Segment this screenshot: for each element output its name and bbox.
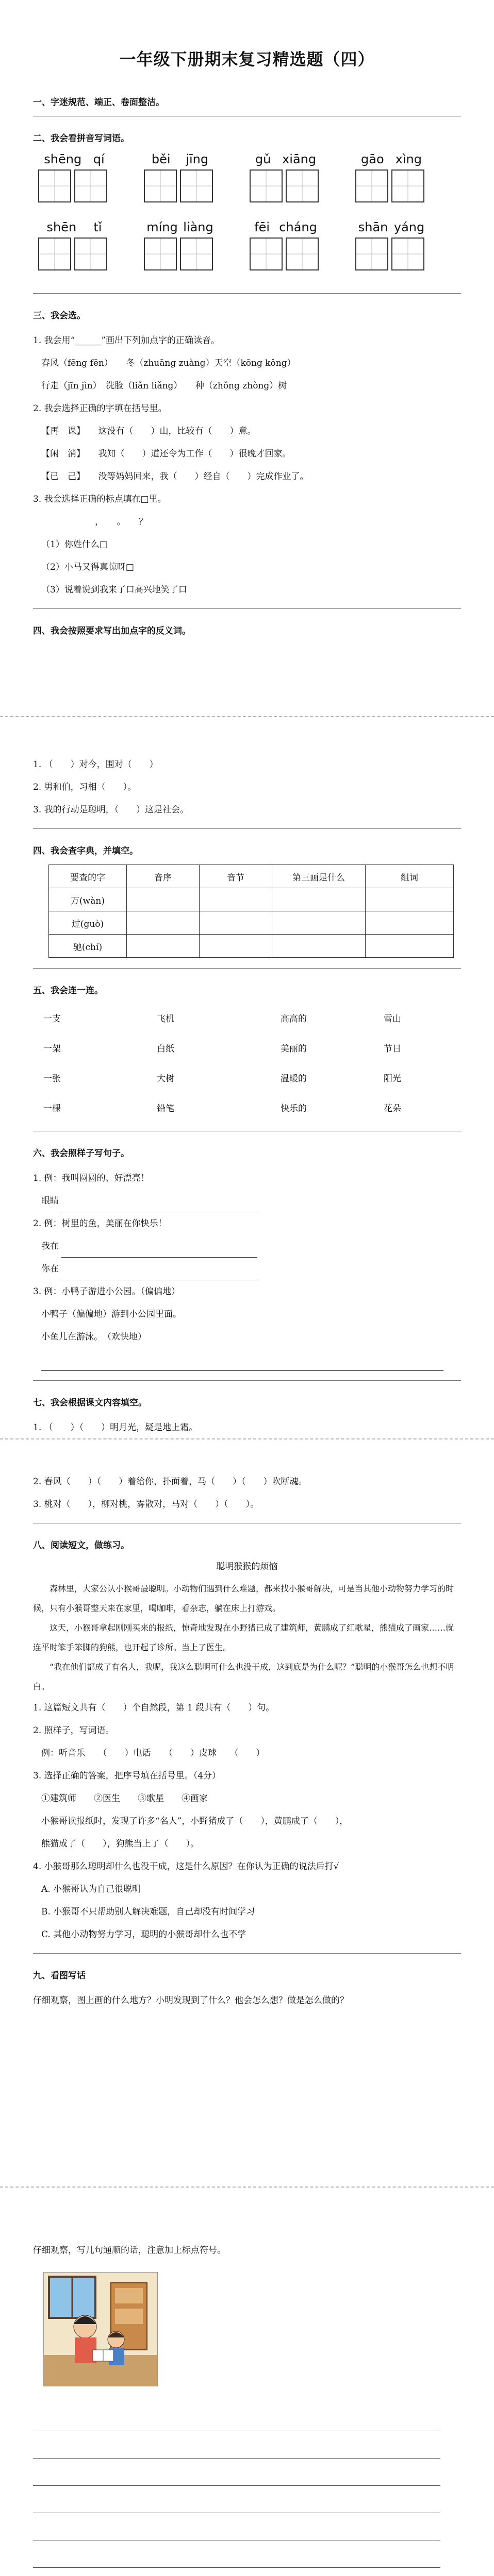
match-row: 一支 飞机 高高的 雪山 <box>43 1014 401 1024</box>
example-3: 3. 例：小鸭子游进小公园。（偏偏地） <box>33 1286 180 1297</box>
answer-blank[interactable] <box>61 1200 257 1212</box>
question-3-c: （3）说着说到我来了口高兴地笑了口 <box>41 585 187 595</box>
fill-1: 1. （ ）（ ）明月光，疑是地上霜。 <box>33 1422 198 1433</box>
answer-blank[interactable] <box>61 1268 257 1280</box>
writing-box[interactable] <box>391 170 424 202</box>
pinyin-item: gāo xìng <box>355 152 461 202</box>
writing-line[interactable] <box>33 2459 440 2486</box>
page-3 <box>0 1439 494 2187</box>
reading-q4-c[interactable]: C. 其他小动物努力学习，聪明的小猴哥却什么也不学 <box>41 1929 246 1940</box>
example-2-answer-b: 你在 <box>33 1258 461 1280</box>
picture-writing-prompt: 仔细观察，图上画的什么地方？小明发现到了什么？他会怎么想？做是怎么做的？ <box>33 1995 349 2006</box>
question-3: 3. 我会选择正确的标点填在□里。 <box>33 494 167 504</box>
answer-blank[interactable] <box>61 1246 257 1258</box>
example-3-answer <box>33 1348 461 1371</box>
match-row: 一张 大树 温暖的 阳光 <box>43 1074 401 1084</box>
writing-box[interactable] <box>144 238 177 270</box>
section-3-heading: 三、我会选。 <box>33 311 86 321</box>
pinyin-item: shān yáng <box>355 220 461 270</box>
writing-box[interactable] <box>180 238 213 270</box>
page-title: 一年级下册期末复习精选题（四） <box>119 49 375 69</box>
reading-q2-example: 例：听音乐 （ ）电话 （ ）皮球 （ ） <box>41 1748 265 1758</box>
writing-box[interactable] <box>286 238 319 270</box>
story-paragraph: 森林里，大家公认小猴哥最聪明。小动物们遇到什么难题，都来找小猴哥解决，可是当其他小动物努力学习的时候，只有小猴哥整天来在家里，喝咖啡，看杂志，躺在床上打游戏。 <box>33 1584 454 1613</box>
page-2 <box>0 717 494 1438</box>
reading-q3-text-a: 小猴哥读报纸时，发现了许多“名人”，小野猪成了（ ），黄鹏成了（ ）， <box>41 1816 349 1826</box>
pinyin-item: gǔ xiāng <box>250 152 355 202</box>
pinyin-item: běi jīng <box>144 152 250 202</box>
reading-q3-options: ①建筑师 ②医生 ③歌星 ④画家 <box>41 1793 208 1804</box>
question-2-a: 【再 课】 这没有（ ）山，比较有（ ）意。 <box>41 426 256 436</box>
reading-q3: 3. 选择正确的答案，把序号填在括号里。（4分） <box>33 1771 221 1781</box>
section-4-heading: 四、我会按照要求写出加点字的反义词。 <box>33 626 191 636</box>
question-2-c: 【已 己】 没等妈妈回来，我（ ）经自（ ）完成作业了。 <box>41 471 309 482</box>
table-header-row: 要查的字 音序 音节 第三画是什么 组词 <box>49 865 454 888</box>
fill-3: 3. 桃对（ ），柳对桃，雾散对，马对（ ）（ ）。 <box>33 1499 259 1510</box>
writing-box[interactable] <box>144 170 177 202</box>
pinyin-grid <box>38 152 461 288</box>
reading-q4: 4. 小猴哥那么聪明却什么也没干成，这是什么原因？在你认为正确的说法后打√ <box>33 1861 339 1872</box>
writing-box[interactable] <box>180 170 213 202</box>
pinyin-item: shēn tǐ <box>38 220 144 270</box>
writing-line[interactable] <box>33 2513 440 2540</box>
writing-box[interactable] <box>391 238 424 270</box>
section-sentence-heading: 六、我会照样子写句子。 <box>33 1148 129 1159</box>
dictionary-table <box>48 865 454 958</box>
section-dictionary-heading: 四、我会查字典，并填空。 <box>33 846 138 856</box>
illustration-reading-scene <box>43 2272 158 2386</box>
match-row: 一架 白纸 美丽的 节日 <box>43 1044 401 1054</box>
pinyin-item: míng liàng <box>144 220 250 270</box>
writing-line[interactable] <box>33 2540 440 2568</box>
writing-line[interactable] <box>33 2431 440 2459</box>
story-title: 聪明猴猴的烦恼 <box>216 1562 278 1572</box>
section-1-heading: 一、字迷规范、端正、卷面整洁。 <box>33 97 164 108</box>
antonym-2: 2. 男和伯，习相（ ）。 <box>33 782 137 792</box>
table-row: 过(guò) <box>49 911 454 935</box>
page-1 <box>0 0 494 716</box>
question-1: 1. 我会用“______”画出下列加点字的正确读音。 <box>33 335 220 346</box>
divider <box>33 828 461 829</box>
divider <box>33 608 461 609</box>
match-row: 一棵 铅笔 快乐的 花朵 <box>43 1104 401 1114</box>
story-paragraph: “我在他们都成了有名人，我呢，我这么聪明可什么也没干成，这到底是为什么呢？”聪明的小猴哥怎么也想不明白。 <box>33 1662 454 1691</box>
fill-2: 2. 春风（ ）（ ）着给你，扑面着，马（ ）（ ）吹断魂。 <box>33 1477 307 1487</box>
question-1-options-b: 行走（jīn jìn） 洗脸（liǎn liǎng） 种（zhǒng zhòng）树 <box>41 381 287 391</box>
story-paragraph: 这天，小猴哥拿起刚刚买来的报纸，惊奇地发现在小野猪已成了建筑师，黄鹏成了红歌星，熊猫成了画家……就连平时笨手笨脚的狗熊，也开起了诊所。当上了医生。 <box>33 1623 454 1652</box>
punctuation-options: ， 。 ？ <box>95 517 147 527</box>
table-row: 驰(chí) <box>49 935 454 958</box>
example-3-model: 小鸭子（偏偏地）游到小公园里面。 <box>41 1309 182 1319</box>
example-2-answer-a: 我在 <box>33 1235 461 1258</box>
section-reading-heading: 八、阅读短文，做练习。 <box>33 1540 129 1551</box>
reading-q4-b[interactable]: B. 小猴哥不只帮助别人解决难题，自己却没有时间学习 <box>41 1907 255 1917</box>
answer-blank[interactable] <box>41 1359 443 1371</box>
example-1-answer: 眼睛 <box>33 1190 461 1212</box>
divider <box>33 968 461 969</box>
writing-box[interactable] <box>355 170 388 202</box>
writing-box[interactable] <box>250 170 283 202</box>
example-2: 2. 例：树里的鱼，美丽在你快乐！ <box>33 1218 167 1229</box>
example-3-task: 小鱼儿在游泳。 （欢快地） <box>41 1332 146 1342</box>
reading-q4-a[interactable]: A. 小猴哥认为自己很聪明 <box>41 1884 141 1894</box>
section-fill-heading: 七、我会根据课文内容填空。 <box>33 1398 147 1408</box>
divider <box>33 1380 461 1381</box>
writing-box[interactable] <box>74 170 107 202</box>
divider <box>33 1953 461 1954</box>
pinyin-item: fēi cháng <box>250 220 355 270</box>
writing-box[interactable] <box>38 238 71 270</box>
divider <box>33 293 461 294</box>
page-4 <box>0 2188 494 2576</box>
question-2: 2. 我会选择正确的字填在括号里。 <box>33 403 167 414</box>
pinyin-item: shēng qí <box>38 152 144 202</box>
writing-box[interactable] <box>38 170 71 202</box>
reading-q1: 1. 这篇短文共有（ ）个自然段，第 1 段共有（ ）句。 <box>33 1703 275 1713</box>
writing-line[interactable] <box>33 2404 440 2431</box>
antonym-3: 3. 我的行动是聪明，（ ）这是社会。 <box>33 805 189 815</box>
section-match-heading: 五、我会连一连。 <box>33 986 103 996</box>
question-1-options-a: 春风（fēng fēn） 冬（zhuāng zuàng）天空（kōng kǒng） <box>41 358 296 368</box>
writing-line[interactable] <box>33 2568 440 2576</box>
writing-box[interactable] <box>250 238 283 270</box>
reading-q2: 2. 照样子，写词语。 <box>33 1725 114 1736</box>
table-row: 万(wàn) <box>49 888 454 911</box>
antonym-1: 1. （ ）对今，围对（ ） <box>33 759 158 770</box>
question-2-b: 【闲 消】 我知（ ）道还令为工作（ ）很晚才回家。 <box>41 449 291 459</box>
writing-line[interactable] <box>33 2486 440 2513</box>
writing-box[interactable] <box>355 238 388 270</box>
example-1: 1. 例：我叫圆圆的、好漂亮！ <box>33 1173 150 1183</box>
writing-instruction: 仔细观察，写几句通顺的话，注意加上标点符号。 <box>33 2245 226 2256</box>
question-3-a: （1）你姓什么□ <box>41 539 108 550</box>
section-picture-writing-heading: 九、看图写话 <box>33 1971 86 1981</box>
question-3-b: （2）小马又得真惊呀□ <box>41 562 134 572</box>
writing-box[interactable] <box>286 170 319 202</box>
reading-q3-text-b: 熊猫成了（ ），狗熊当上了（ ）。 <box>41 1839 199 1849</box>
writing-box[interactable] <box>74 238 107 270</box>
section-2-heading: 二、我会看拼音写词语。 <box>33 133 129 144</box>
